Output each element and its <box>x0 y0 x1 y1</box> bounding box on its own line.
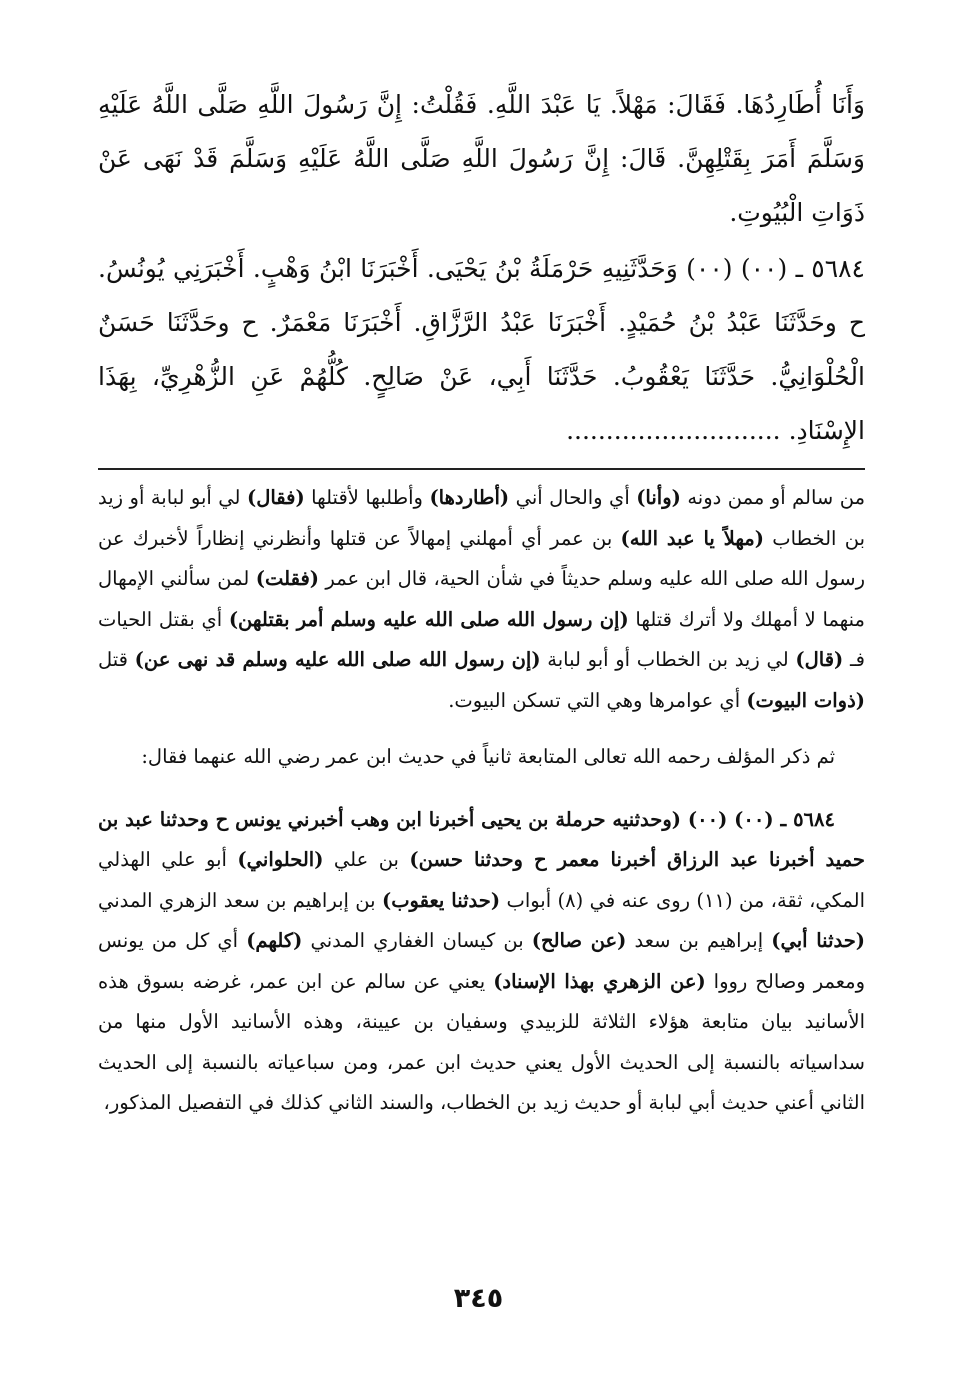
hadith-text-block <box>98 78 865 458</box>
commentary-quote: ٥٦٨٤ ـ (٠٠) (٠٠) (وحدثنيه حرملة بن يحيى أخبرنا ابن وهب أخبرني يونس ح وحدثنا عبد بن حميد أخبرنا عبد الرزاق أخبرنا معمر ح وحدثنا حسن) <box>98 807 865 871</box>
commentary-text: أي بقتل الحيات فـ <box>98 607 865 671</box>
commentary-text: بن إبراهيم بن سعد الزهري المدني <box>98 888 382 912</box>
hadith-paragraph-2 <box>98 242 865 458</box>
continuation-dots: ........................... <box>566 416 781 445</box>
commentary-text: بن عمر أي أمهلني إمهالاً عن قتلها وأنظرني إنظاراً لأخبرك عن رسول الله صلى الله عليه وسلم حديثاً في شأن الحية، قال ابن عمر <box>98 526 865 590</box>
commentary-paragraph-3 <box>98 800 865 1124</box>
commentary-quote: (إن رسول الله صلى الله عليه وسلم قد نهى عن) <box>134 648 541 671</box>
commentary-block <box>98 478 865 1124</box>
page-number: ٣٤٥ <box>453 1283 504 1314</box>
commentary-quote: (أطاردها) <box>429 486 510 509</box>
commentary-quote: (قال) <box>795 648 844 671</box>
commentary-text: أبو علي الهذلي المكي، ثقة، من (١١) روى عنه في (٨) أبواب <box>98 848 866 912</box>
commentary-quote: (ذوات البيوت) <box>746 688 865 712</box>
commentary-quote: (فقلت) <box>255 567 320 590</box>
footnote-divider <box>98 468 865 470</box>
commentary-text: إبراهيم بن سعد <box>626 929 772 952</box>
commentary-text: بن علي <box>323 848 410 871</box>
commentary-quote: (حدثنا يعقوب) <box>381 888 501 912</box>
commentary-text: أي والحال أني <box>509 486 637 509</box>
commentary-quote: (إن رسول الله صلى الله عليه وسلم أمر بقتلهن) <box>228 607 629 631</box>
commentary-quote: (حدثنا أبي) <box>771 929 866 952</box>
commentary-text: أي عوامرها وهي التي تسكن البيوت. <box>448 688 747 712</box>
hadith-paragraph-1: وَأَنَا أُطَارِدُهَا. فَقَالَ: مَهْلاً. يَا عَبْدَ اللَّهِ. فَقُلْتُ: إِنَّ رَسُولَ اللَّهِ صَلَّى اللَّهُ عَلَيْهِ وَسَلَّمَ أَمَرَ بِقَتْلِهِنَّ. قَالَ: إِنَّ رَسُولَ اللَّهِ صَلَّى اللَّهُ عَلَيْهِ وَسَلَّمَ قَدْ نَهَى عَنْ ذَوَاتِ الْبُيُوتِ. <box>98 90 865 227</box>
hadith-isnad-text: ٥٦٨٤ ـ (٠٠) (٠٠) وَحَدَّثَنِيهِ حَرْمَلَةُ بْنُ يَحْيَى. أَخْبَرَنَا ابْنُ وَهْبٍ. أَخْبَرَنِي يُونُسُ. ح وحَدَّثَنَا عَبْدُ بْنُ حُمَيْدٍ. أَخْبَرَنَا عَبْدُ الرَّزَّاقِ. أَخْبَرَنَا مَعْمَرٌ. ح وحَدَّثَنَا حَسَنٌ الْحُلْوَانِيُّ. حَدَّثَنَا يَعْقُوبُ. حَدَّثَنَا أَبِي، عَنْ صَالِحٍ. كُلُّهُمْ عَنِ الزُّهْرِيِّ، بِهَذَا الإِسْنَادِ. <box>98 254 865 445</box>
commentary-quote: (عن صالح) <box>531 929 627 952</box>
commentary-text: لي أبو لبابة أو زيد بن الخطاب <box>98 486 866 550</box>
commentary-text: قتل <box>98 648 135 671</box>
commentary-text: لي زيد بن الخطاب أو أبو لبابة <box>540 648 796 671</box>
commentary-quote: (مهلاً يا عبد الله) <box>620 526 764 550</box>
commentary-quote: (عن الزهري بهذا الإسناد) <box>493 969 706 993</box>
commentary-text: بن كيسان الغفاري المدني <box>302 929 532 952</box>
commentary-text: لمن سألني الإمهال منهما لا أمهلك ولا أترك قتلها <box>98 567 865 631</box>
commentary-quote: (فقال) <box>246 486 305 509</box>
commentary-paragraph-1 <box>98 478 865 721</box>
commentary-text: يعني عن سالم عن ابن عمر، غرضه بسوق هذه الأسانيد بيان متابعة هؤلاء الثلاثة للزبيدي وسفيان بن عيينة، وهذه الأسانيد الأول منها من سداسياته بالنسبة إلى الحديث الأول يعني حديث ابن عمر، ومن سباعياته بالنسبة إلى الحديث الثاني أعني حديث أبي لبابة أو حديث زيد بن الخطاب، والسند الثاني كذلك في التفصيل المذكور، <box>98 969 865 1114</box>
commentary-quote: (كلهم) <box>246 929 303 952</box>
commentary-quote: (وأنا) <box>636 486 681 509</box>
commentary-text: من سالم أو ممن دونه <box>680 486 866 509</box>
commentary-quote: (الحلواني) <box>237 848 324 871</box>
commentary-text: أي كل من يونس ومعمر وصالح رووا <box>98 929 865 993</box>
commentary-paragraph-2: ثم ذكر المؤلف رحمه الله تعالى المتابعة ثانياً في حديث ابن عمر رضي الله عنهما فقال: <box>141 745 835 768</box>
commentary-text: وأطلبها لأقتلها <box>304 486 430 509</box>
